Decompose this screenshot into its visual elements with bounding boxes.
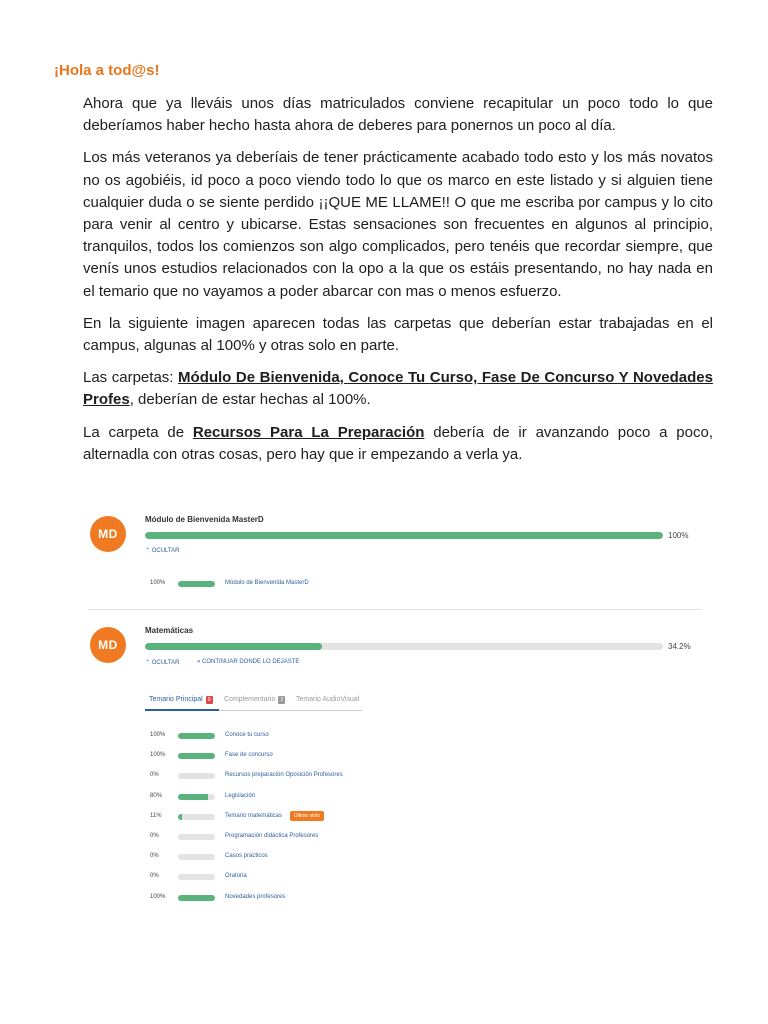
paragraph-resources — [83, 422, 713, 466]
item-link[interactable] — [225, 894, 285, 900]
item-name: Temario matemáticas — [225, 812, 283, 819]
double-chevron-right-icon: » — [197, 659, 203, 665]
item-progress-bar — [178, 581, 215, 587]
item-percent: 0% — [150, 772, 159, 779]
tab-label: Complementario — [224, 696, 276, 703]
folders-profes: Profes — [83, 391, 130, 409]
item-link[interactable] — [225, 873, 247, 879]
paragraph-image-intro: En la siguiente imagen aparecen todas las carpetas que deberían estar trabajadas en el campus, algunas al 100% y otras solo en parte. — [83, 314, 713, 355]
item-progress-bar — [178, 753, 215, 759]
list-item[interactable] — [150, 894, 450, 903]
course-panel-bienvenida — [88, 512, 702, 612]
resources-prefix: La carpeta de — [83, 423, 193, 441]
paragraph-folders — [83, 367, 713, 411]
course-progress-fill — [145, 643, 322, 650]
tab-label: Temario AudioVisual — [296, 696, 360, 703]
list-item[interactable] — [150, 793, 450, 802]
continue-label: CONTINUAR DONDE LO DEJASTE — [202, 659, 300, 665]
active-tab-indicator — [145, 709, 219, 711]
tab-temario-audiovisual[interactable] — [296, 696, 359, 703]
folders-prefix: Las carpetas: — [83, 369, 179, 387]
list-item[interactable] — [150, 580, 450, 589]
item-percent: 80% — [150, 792, 163, 799]
paragraph-veterans: Los más veteranos ya deberíais de tener prácticamente acabado todo esto y los más novatos no os agobiéis, id poco a poco viendo todo lo que os marco en este listado y si alguien tiene cualquier duda o se siente perdido ¡¡QUE ME LLAME!! O que me escriba por campus y lo cito para venir al centro y ubicarse. Estas sensaciones son frecuentes en algunos al principio, tranquilos, todos los comienzos son algo complicados, pero tenéis que recordar siempre, que venís unos estudios relacionados con la opo a la que os estáis presentando, no hay nada en el temario que no vayamos a poder abarcar con mas o menos esfuerzo. — [83, 149, 713, 300]
list-item[interactable] — [150, 833, 450, 842]
tab-complementario[interactable] — [224, 696, 285, 704]
item-percent: 100% — [150, 752, 166, 759]
item-progress-bar — [178, 773, 215, 779]
item-progress-fill — [178, 895, 215, 901]
continue-link[interactable] — [197, 659, 299, 665]
item-percent: 0% — [150, 853, 159, 860]
hide-toggle[interactable] — [145, 547, 179, 554]
course-panel-matematicas — [88, 625, 702, 915]
item-percent: 100% — [150, 580, 166, 586]
item-percent: 0% — [150, 873, 159, 880]
course-progress-bar — [145, 643, 663, 650]
item-name: Conoce tu curso — [225, 732, 269, 738]
resources-folder: Recursos Para La Preparación — [192, 423, 425, 441]
last-viewed-badge: Último visto — [290, 811, 324, 821]
item-progress-fill — [178, 814, 182, 820]
item-name: Oratoria — [225, 873, 247, 880]
item-progress-fill — [178, 733, 215, 739]
tab-count-badge: 9 — [206, 696, 213, 704]
section-divider — [88, 609, 702, 610]
folders-list: Módulo De Bienvenida, Conoce Tu Curso, Fase De Concurso Y Novedades — [178, 369, 713, 387]
item-link[interactable] — [225, 793, 255, 799]
content-tabs — [145, 696, 362, 711]
item-link[interactable] — [225, 833, 318, 839]
hide-toggle[interactable] — [145, 659, 179, 666]
list-item[interactable] — [150, 873, 450, 882]
item-progress-fill — [178, 581, 215, 587]
course-progress-label: 34.2% — [668, 642, 691, 651]
item-progress-bar — [178, 733, 215, 739]
paragraph-intro: Ahora que ya lleváis unos días matriculados conviene recapitular un poco todo lo que deberíamos haber hecho hasta ahora de deberes para ponernos un poco al día. — [83, 95, 713, 135]
course-progress-bar — [145, 532, 663, 539]
item-name: Novedades profesores — [225, 893, 286, 900]
folders-suffix: , deberían de estar hechas al 100%. — [129, 391, 371, 409]
list-item[interactable] — [150, 752, 450, 761]
list-item[interactable] — [150, 853, 450, 862]
item-percent: 0% — [150, 833, 159, 839]
item-name: Módulo de Bienvenida MasterD — [225, 580, 309, 586]
list-item[interactable] — [150, 732, 450, 741]
item-percent: 100% — [150, 893, 166, 900]
item-name: Recursos preparación Oposición Profesores — [225, 772, 343, 779]
item-link[interactable] — [225, 813, 324, 821]
greeting-heading: ¡Hola a tod@s! — [54, 62, 160, 79]
tab-label: Temario Principal — [149, 696, 203, 703]
tab-count-badge: 2 — [278, 696, 285, 704]
body-text — [83, 93, 713, 476]
list-item[interactable] — [150, 772, 450, 781]
tab-temario-principal[interactable] — [149, 696, 213, 704]
chevron-up-icon: ⌃ — [145, 660, 152, 666]
item-progress-fill — [178, 753, 215, 759]
masterd-logo: MD — [90, 627, 126, 663]
hide-label: OCULTAR — [151, 548, 180, 554]
item-percent: 11% — [150, 812, 162, 819]
resources-suffix: debería de ir avanzando poco a poco, alternadla con otras cosas, pero hay que ir empezando a verla ya. — [83, 423, 713, 463]
list-item[interactable] — [150, 813, 450, 822]
item-progress-bar — [178, 854, 215, 860]
course-title[interactable]: Módulo de Bienvenida MasterD — [145, 515, 264, 524]
item-link[interactable] — [225, 732, 269, 738]
item-link[interactable] — [225, 772, 343, 778]
item-progress-bar — [178, 814, 215, 820]
item-percent: 100% — [150, 732, 166, 738]
item-link[interactable] — [225, 580, 309, 586]
item-link[interactable] — [225, 853, 268, 859]
item-name: Fase de concurso — [225, 752, 273, 759]
item-progress-bar — [178, 794, 215, 800]
chevron-up-icon: ⌃ — [145, 548, 152, 554]
course-title[interactable]: Matemáticas — [145, 626, 194, 635]
item-name: Casos prácticos — [225, 853, 268, 860]
hide-label: OCULTAR — [151, 660, 180, 666]
masterd-logo: MD — [90, 516, 126, 552]
item-progress-fill — [178, 794, 208, 800]
item-name: Legislación — [225, 792, 256, 799]
course-progress-label: 100% — [668, 531, 689, 540]
item-progress-bar — [178, 895, 215, 901]
item-progress-bar — [178, 874, 215, 880]
course-progress-fill — [145, 532, 663, 539]
item-name: Programación didáctica Profesores — [225, 833, 319, 839]
item-progress-bar — [178, 834, 215, 840]
item-link[interactable] — [225, 752, 273, 758]
